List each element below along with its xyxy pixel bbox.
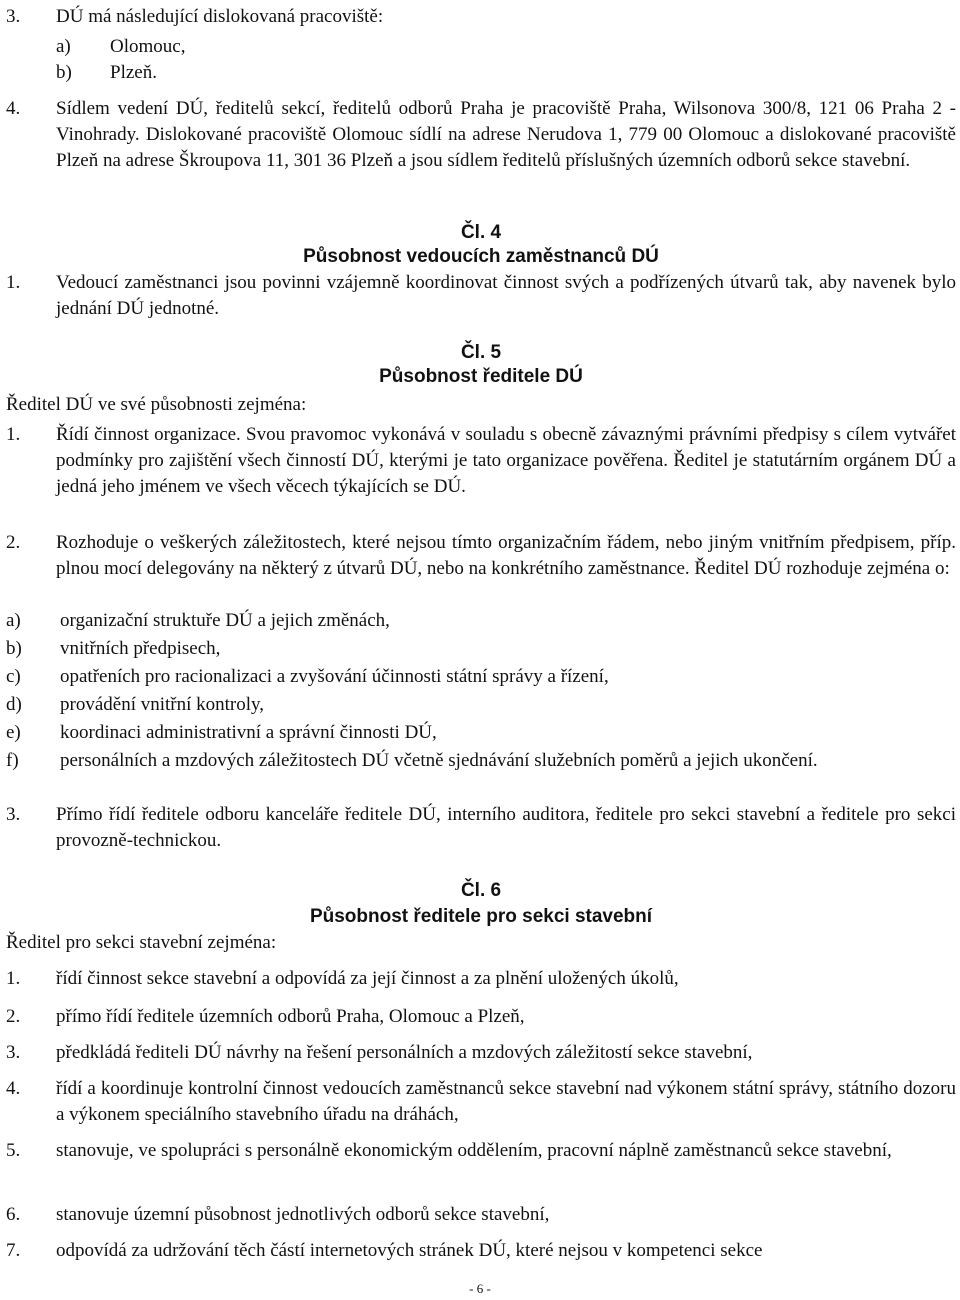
article-intro: Ředitel DÚ ve své působnosti zejména: bbox=[6, 394, 307, 415]
item-text: Vedoucí zaměstnanci jsou povinni vzájemně koordinovat činnost svých a podřízených útvarů tak, aby navenek bylo jednání DÚ jednotné. bbox=[56, 272, 956, 319]
article-heading: Čl. 5 bbox=[460, 342, 502, 363]
item-number: 7. bbox=[6, 1240, 21, 1261]
sub-list-item bbox=[6, 692, 956, 718]
list-item bbox=[6, 1004, 956, 1030]
article-heading: Čl. 4 bbox=[460, 222, 502, 243]
sub-item-letter: c) bbox=[6, 666, 21, 687]
item-number: 4. bbox=[6, 1078, 21, 1099]
item-number: 6. bbox=[6, 1204, 21, 1225]
article-heading: Čl. 6 bbox=[460, 880, 502, 901]
article-title: Působnost vedoucích zaměstnanců DÚ bbox=[303, 246, 659, 267]
sub-item-text: organizační struktuře DÚ a jejich změnách, bbox=[60, 610, 390, 631]
item-text: Rozhoduje o veškerých záležitostech, které nejsou tímto organizačním řádem, nebo jiným vnitřním předpisem, příp. plnou mocí delegovány na některý z útvarů DÚ, nebo na konkrétního zaměstnance. Ředitel DÚ rozhoduje zejména o: bbox=[56, 532, 956, 579]
item-number: 5. bbox=[6, 1140, 21, 1161]
list-item bbox=[6, 1076, 956, 1128]
item-number: 1. bbox=[6, 424, 21, 445]
page-number: - 6 - bbox=[469, 1281, 491, 1296]
item-text: řídí a koordinuje kontrolní činnost vedoucích zaměstnanců sekce stavební nad výkonem státní správy, státního dozoru a výkonem speciálního stavebního úřadu na dráhách, bbox=[56, 1078, 956, 1125]
item-number: 2. bbox=[6, 1006, 21, 1027]
item-text: stanovuje územní působnost jednotlivých odborů sekce stavební, bbox=[56, 1204, 550, 1225]
list-item bbox=[6, 1138, 956, 1164]
item-number: 3. bbox=[6, 804, 21, 825]
list-item bbox=[6, 4, 956, 30]
article-intro: Ředitel pro sekci stavební zejména: bbox=[6, 932, 277, 953]
sub-list-item bbox=[6, 748, 956, 774]
list-item bbox=[6, 422, 956, 500]
item-number: 1. bbox=[6, 968, 21, 989]
item-text: Přímo řídí ředitele odboru kanceláře ředitele DÚ, interního auditora, ředitele pro sekci stavební a ředitele pro sekci provozně-technickou. bbox=[56, 804, 956, 851]
list-item bbox=[6, 802, 956, 854]
article-title: Působnost ředitele pro sekci stavební bbox=[309, 906, 653, 927]
sub-item-letter: b) bbox=[6, 638, 22, 659]
sub-item-text: vnitřních předpisech, bbox=[60, 638, 221, 659]
sub-item-text: provádění vnitřní kontroly, bbox=[60, 694, 265, 715]
sub-list-item bbox=[56, 34, 956, 60]
item-text: přímo řídí ředitele územních odborů Praha, Olomouc a Plzeň, bbox=[56, 1006, 525, 1027]
item-text: řídí činnost sekce stavební a odpovídá za její činnost a za plnění uložených úkolů, bbox=[56, 968, 679, 989]
sub-item-letter: d) bbox=[6, 694, 22, 715]
sub-item-letter: b) bbox=[56, 62, 72, 83]
item-number: 1. bbox=[6, 272, 21, 293]
sub-item-letter: f) bbox=[6, 750, 19, 771]
sub-list-item bbox=[6, 664, 956, 690]
sub-list-item bbox=[6, 720, 956, 746]
sub-item-letter: a) bbox=[56, 36, 71, 57]
item-number: 3. bbox=[6, 1042, 21, 1063]
sub-item-text: Olomouc, bbox=[110, 36, 186, 57]
sub-item-text: Plzeň. bbox=[110, 62, 157, 83]
list-item bbox=[6, 1238, 956, 1264]
list-item bbox=[6, 270, 956, 322]
sub-list-item bbox=[6, 636, 956, 662]
item-text: DÚ má následující dislokovaná pracoviště: bbox=[56, 6, 384, 27]
list-item bbox=[6, 1040, 956, 1066]
item-number: 3. bbox=[6, 6, 21, 27]
list-item bbox=[6, 966, 956, 992]
item-text: Sídlem vedení DÚ, ředitelů sekcí, ředitelů odborů Praha je pracoviště Praha, Wilsonova 300/8, 121 06 Praha 2 - Vinohrady. Dislokované pracoviště Olomouc sídlí na adrese Nerudova 1, 779 00 Olomouc a dislokované pracoviště Plzeň na adrese Škroupova 11, 301 36 Plzeň a jsou sídlem ředitelů příslušných územních odborů sekce stavební. bbox=[56, 98, 956, 171]
sub-item-text: personálních a mzdových záležitostech DÚ včetně sjednávání služebních poměrů a jejich ukončení. bbox=[60, 750, 818, 771]
item-text: stanovuje, ve spolupráci s personálně ekonomickým oddělením, pracovní náplně zaměstnanců sekce stavební, bbox=[56, 1140, 892, 1161]
sub-item-letter: a) bbox=[6, 610, 21, 631]
list-item bbox=[6, 1202, 956, 1228]
sub-list-item bbox=[56, 60, 956, 86]
sub-item-text: koordinaci administrativní a správní činnosti DÚ, bbox=[60, 722, 437, 743]
item-text: předkládá řediteli DÚ návrhy na řešení personálních a mzdových záležitostí sekce stavební, bbox=[56, 1042, 753, 1063]
sub-list-item bbox=[6, 608, 956, 634]
item-text: odpovídá za udržování těch částí internetových stránek DÚ, které nejsou v kompetenci sekce bbox=[56, 1240, 763, 1261]
item-text: Řídí činnost organizace. Svou pravomoc vykonává v souladu s obecně závaznými právními předpisy s cílem vytvářet podmínky pro zajištění všech činností DÚ, kterými je tato organizace pověřena. Ředitel je statutárním orgánem DÚ a jedná jeho jménem ve všech věcech týkajících se DÚ. bbox=[56, 424, 956, 497]
sub-item-letter: e) bbox=[6, 722, 21, 743]
list-item bbox=[6, 96, 956, 174]
item-number: 2. bbox=[6, 532, 21, 553]
list-item bbox=[6, 530, 956, 582]
article-title: Působnost ředitele DÚ bbox=[379, 366, 583, 387]
item-number: 4. bbox=[6, 98, 21, 119]
sub-item-text: opatřeních pro racionalizaci a zvyšování účinnosti státní správy a řízení, bbox=[60, 666, 609, 687]
